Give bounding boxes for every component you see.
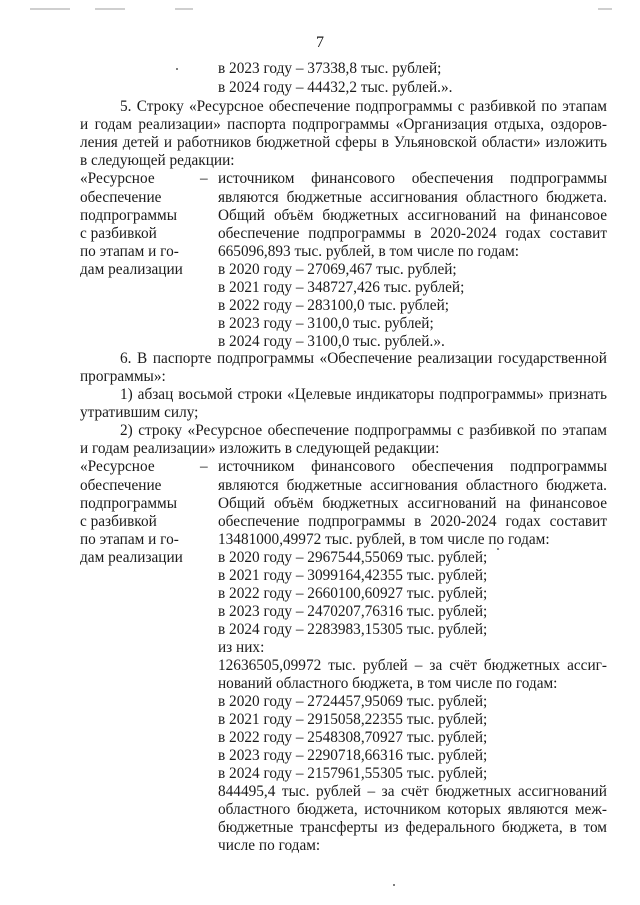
- text-line: ления детей и работников бюджетной сферы в Ульяновской области» изложить: [80, 134, 607, 151]
- text-line: в 2022 году – 2548308,70927 тыс. рублей;: [218, 729, 488, 746]
- row-label-line: обеспечение: [80, 477, 162, 494]
- scan-dot: [393, 884, 395, 886]
- text-line: числе по годам:: [218, 837, 321, 854]
- text-line: 5. Строку «Ресурсное обеспечение подпрограммы с разбивкой по этапам: [120, 98, 607, 115]
- row-label-line: обеспечение: [80, 189, 162, 206]
- text-line: Общий объём бюджетных ассигнований на финансовое: [218, 207, 607, 224]
- text-line: в 2021 году – 3099164,42355 тыс. рублей;: [218, 567, 488, 584]
- row-label-line: по этапам и го-: [80, 531, 179, 548]
- text-line: в 2021 году – 2915058,22355 тыс. рублей;: [218, 711, 488, 728]
- row-label-line: подпрограммы: [80, 207, 178, 224]
- text-line: обеспечение подпрограммы в 2020-2024 годах составит: [218, 513, 607, 530]
- scan-dot: [176, 68, 178, 70]
- page-number: 7: [316, 34, 324, 51]
- text-line: Общий объём бюджетных ассигнований на финансовое: [218, 495, 607, 512]
- text-line: в 2023 году – 2290718,66316 тыс. рублей;: [218, 747, 488, 764]
- text-line: и годам реализации» паспорта подпрограммы «Организация отдыха, оздоров-: [80, 116, 607, 133]
- text-line: источником финансового обеспечения подпрограммы: [218, 458, 607, 475]
- text-line: в 2022 году – 283100,0 тыс. рублей;: [218, 297, 450, 314]
- text-line: нований областного бюджета, в том числе по годам:: [218, 675, 558, 692]
- text-line: 1) абзац восьмой строки «Целевые индикаторы подпрограммы» признать: [120, 386, 607, 403]
- row-label-line: дам реализации: [80, 549, 183, 566]
- text-line: в 2020 году – 2724457,95069 тыс. рублей;: [218, 693, 488, 710]
- text-line: из них:: [218, 639, 265, 656]
- text-line: 12636505,09972 тыс. рублей – за счёт бюджетных ассиг-: [218, 657, 607, 674]
- text-line: являются бюджетные ассигнования областного бюджета.: [218, 477, 607, 494]
- text-line: утратившим силу;: [80, 404, 199, 421]
- text-line: областного бюджета, источником которых являются меж-: [218, 801, 607, 818]
- scan-artifact: [95, 8, 125, 10]
- text-line: 6. В паспорте подпрограммы «Обеспечение реализации государственной: [120, 350, 607, 367]
- scan-artifact: [175, 8, 193, 10]
- row-label-line: с разбивкой: [80, 225, 157, 242]
- row-label-line: подпрограммы: [80, 495, 178, 512]
- row-label-line: дам реализации: [80, 261, 183, 278]
- dash: –: [200, 170, 208, 187]
- text-line: 2) строку «Ресурсное обеспечение подпрограммы с разбивкой по этапам: [120, 422, 607, 439]
- text-line: в 2021 году – 348727,426 тыс. рублей;: [218, 279, 465, 296]
- text-line: в 2024 году – 2283983,15305 тыс. рублей;: [218, 621, 488, 638]
- row-label-line: с разбивкой: [80, 513, 157, 530]
- text-line: бюджетные трансферты из федерального бюджета, в том: [218, 819, 607, 836]
- text-line: в следующей редакции:: [80, 152, 235, 169]
- text-line: в 2023 году – 3100,0 тыс. рублей;: [218, 315, 434, 332]
- scan-dot: [497, 548, 499, 550]
- text-line: и годам реализации» изложить в следующей редакции:: [80, 440, 440, 457]
- text-line: в 2023 году – 2470207,76316 тыс. рублей;: [218, 603, 488, 620]
- text-line: в 2023 году – 37338,8 тыс. рублей;: [218, 60, 442, 77]
- text-line: 665096,893 тыс. рублей, в том числе по годам:: [218, 243, 520, 260]
- row-label-line: «Ресурсное: [80, 170, 155, 187]
- row-label-line: по этапам и го-: [80, 243, 179, 260]
- text-line: источником финансового обеспечения подпрограммы: [218, 170, 607, 187]
- text-line: в 2024 году – 2157961,55305 тыс. рублей;: [218, 765, 488, 782]
- text-line: в 2022 году – 2660100,60927 тыс. рублей;: [218, 585, 488, 602]
- text-line: в 2020 году – 27069,467 тыс. рублей;: [218, 261, 457, 278]
- scan-artifact: [598, 8, 612, 10]
- text-line: 844495,4 тыс. рублей – за счёт бюджетных ассигнований: [218, 783, 607, 800]
- scan-artifact: [30, 8, 70, 10]
- text-line: в 2024 году – 44432,2 тыс. рублей.».: [218, 79, 453, 96]
- dash: –: [200, 458, 208, 475]
- text-line: являются бюджетные ассигнования областного бюджета.: [218, 189, 607, 206]
- text-line: программы»:: [80, 368, 166, 385]
- text-line: в 2024 году – 3100,0 тыс. рублей.».: [218, 333, 445, 350]
- text-line: в 2020 году – 2967544,55069 тыс. рублей;: [218, 549, 488, 566]
- text-line: обеспечение подпрограммы в 2020-2024 годах составит: [218, 225, 607, 242]
- row-label-line: «Ресурсное: [80, 458, 155, 475]
- text-line: 13481000,49972 тыс. рублей, в том числе по годам:: [218, 531, 550, 548]
